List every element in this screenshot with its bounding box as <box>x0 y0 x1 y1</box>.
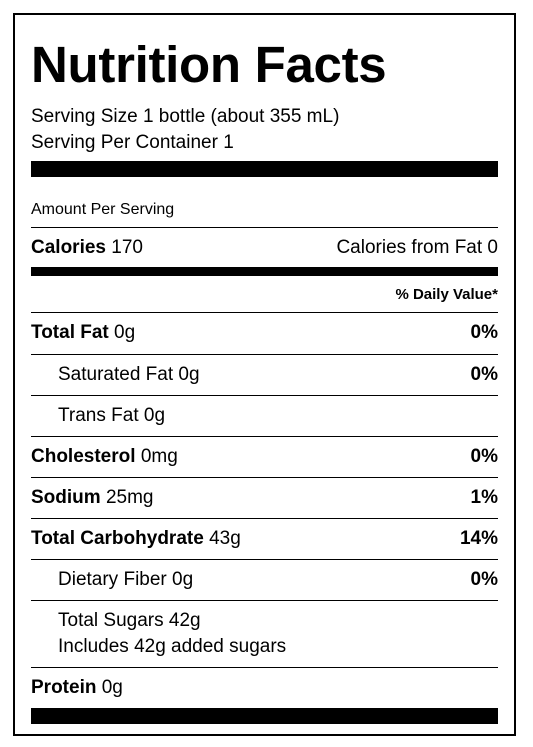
nutrient-amount: 42g <box>168 610 201 631</box>
nutrient-amount: 0g <box>178 364 200 385</box>
calories-from-fat: Calories from Fat 0 <box>336 237 498 258</box>
nutrient-amount: 42g added sugars <box>134 636 287 657</box>
nutrient-row-total-fat <box>31 321 498 345</box>
nutrient-row-saturated-fat <box>31 363 498 387</box>
nutrient-dv: 1% <box>470 487 498 508</box>
nutrient-dv: 0% <box>470 446 498 467</box>
nutrient-row-cholesterol <box>31 445 498 469</box>
divider <box>31 667 498 668</box>
thick-divider <box>31 161 498 177</box>
nutrient-label: Dietary Fiber <box>58 569 167 590</box>
nutrient-dv: 14% <box>459 528 498 549</box>
amount-per-serving: Amount Per Serving <box>31 201 175 218</box>
divider <box>31 600 498 601</box>
label-title: Nutrition Facts <box>31 36 387 93</box>
calories-row <box>31 236 498 260</box>
divider <box>31 477 498 478</box>
nutrient-amount: 0g <box>143 405 166 426</box>
nutrient-amount: 0g <box>101 677 123 698</box>
nutrient-label: Total Sugars <box>58 610 164 631</box>
nutrient-row-dietary-fiber <box>31 568 498 592</box>
divider <box>31 559 498 560</box>
divider <box>31 227 498 228</box>
nutrient-label: Total Carbohydrate <box>31 528 204 549</box>
divider <box>31 518 498 519</box>
divider <box>31 436 498 437</box>
nutrient-label: Cholesterol <box>31 446 136 467</box>
nutrient-row-added-sugars <box>31 635 498 659</box>
nutrient-amount: 43g <box>209 528 241 549</box>
nutrient-row-trans-fat <box>31 404 498 428</box>
serving-size: Serving Size 1 bottle (about 355 mL) <box>31 106 340 127</box>
divider <box>31 312 498 313</box>
nutrient-label: Sodium <box>31 487 101 508</box>
divider <box>31 354 498 355</box>
nutrient-label: Saturated Fat <box>58 364 174 385</box>
calories-label: Calories <box>31 237 106 258</box>
nutrient-dv: 0% <box>470 322 498 343</box>
nutrient-amount: 0g <box>114 322 136 343</box>
medium-divider <box>31 267 498 276</box>
calories-value: 170 <box>111 237 143 258</box>
nutrient-row-total-sugars <box>31 609 498 633</box>
nutrition-facts-label <box>13 13 516 736</box>
servings-per-container: Serving Per Container 1 <box>31 132 234 153</box>
thick-divider <box>31 708 498 724</box>
nutrient-amount: 25mg <box>105 487 154 508</box>
nutrient-label: Total Fat <box>31 322 109 343</box>
nutrient-label: Protein <box>31 677 97 698</box>
nutrient-row-sodium <box>31 486 498 510</box>
nutrient-label: Includes <box>58 636 129 657</box>
nutrient-amount: 0mg <box>140 446 178 467</box>
nutrient-label: Trans Fat <box>58 405 139 426</box>
divider <box>31 395 498 396</box>
daily-value-header: % Daily Value* <box>395 286 498 303</box>
nutrient-dv: 0% <box>470 364 498 385</box>
nutrient-amount: 0g <box>172 569 194 590</box>
nutrient-dv: 0% <box>470 569 498 590</box>
nutrient-row-total-carbohydrate <box>31 527 498 551</box>
nutrient-row-protein <box>31 676 498 700</box>
